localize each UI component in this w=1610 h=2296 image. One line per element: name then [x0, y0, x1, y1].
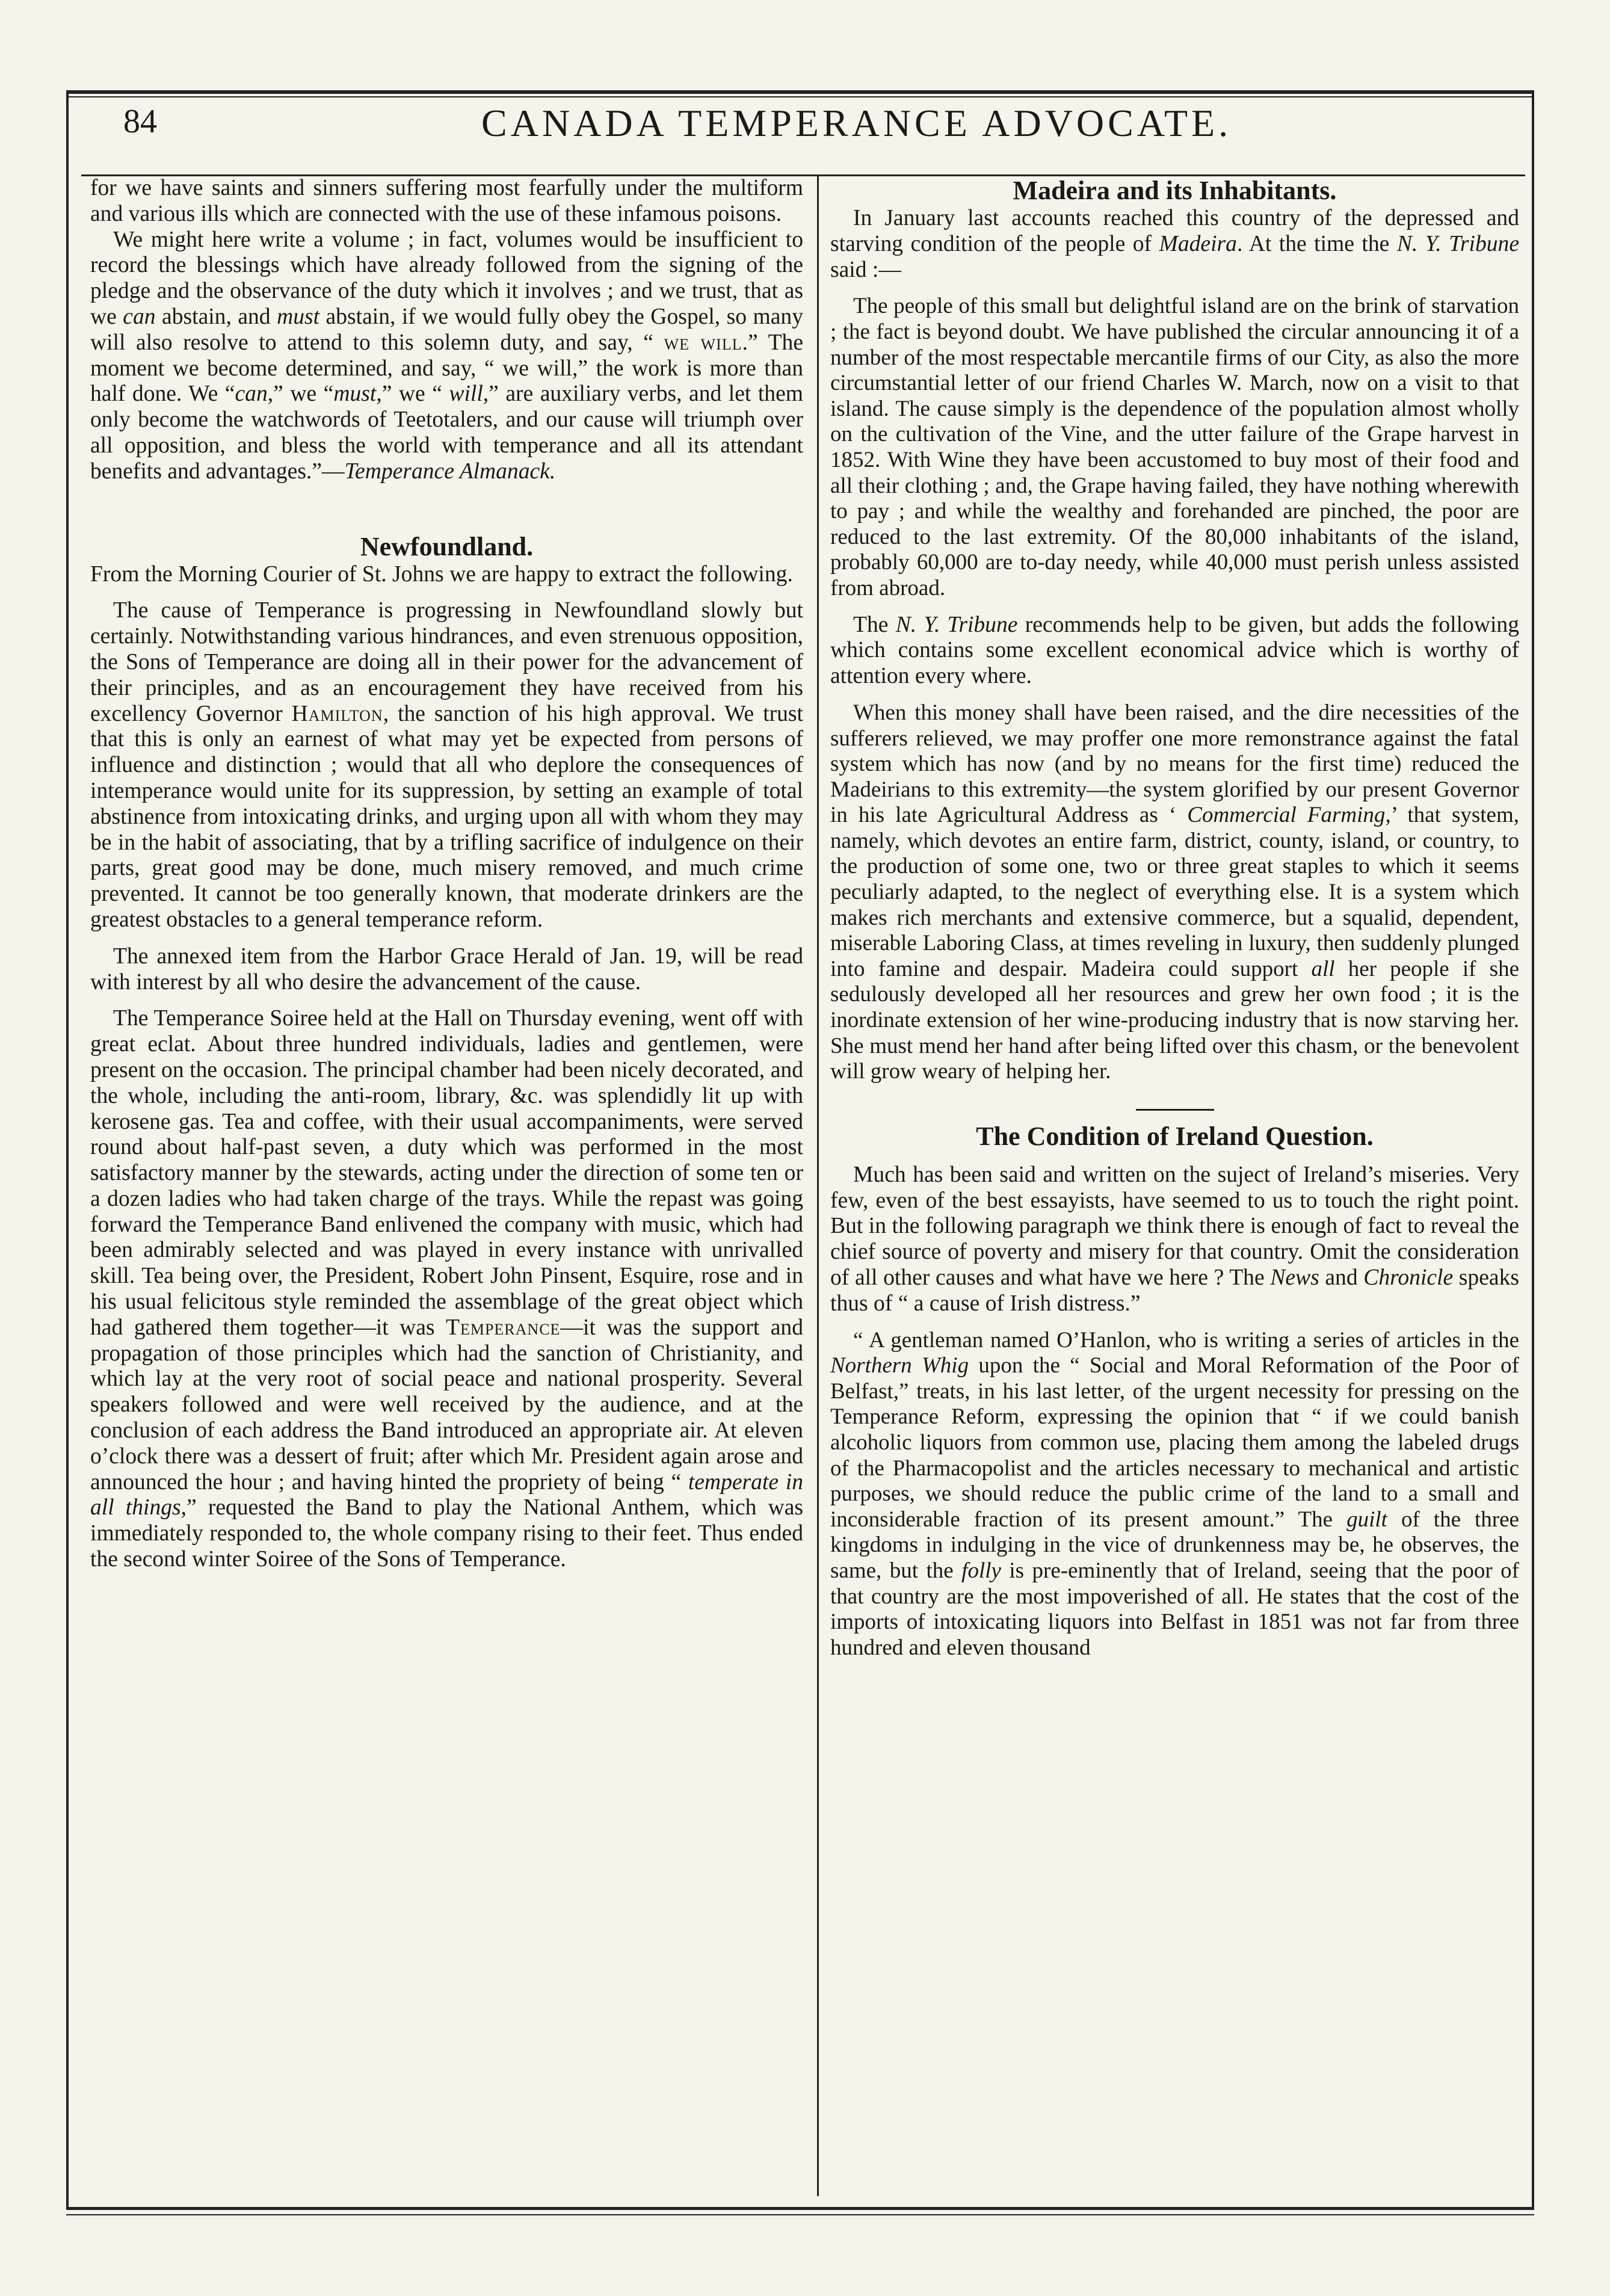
paragraph: The N. Y. Tribune recommends help to be given, but adds the following which contains some excellent economical advice which is worthy of attention every where. [830, 612, 1519, 689]
article-newfoundland [90, 532, 803, 1573]
page-border-top-inner [66, 96, 1534, 97]
section-rule [1136, 1109, 1214, 1111]
quoted-paragraph: “ A gentleman named O’Hanlon, who is writing a series of articles in the Northern Whig upon the “ Social and Moral Reformation of the Poor of Belfast,” treats, in his last letter, of the urgent necessity for pressing on the Temperance Reform, expressing the opinion that “ if we could banish alcoholic liquors from common use, placing them among the labeled drugs of the Pharmacopolist and the articles necessary to mechanical and artistic purposes, we should reduce the public crime of the land to a small and inconsiderable fraction of its present amount.” The guilt of the three kingdoms in indulging in the vice of drunkenness may be, he observes, the same, but the folly is pre-eminently that of Ireland, seeing that the poor of that country are the most impoverished of all. He states that the cost of the imports of intoxicating liquors into Belfast in 1851 was not far from three hundred and eleven thousand [830, 1327, 1520, 1660]
article-heading: Madeira and its Inhabitants. [1013, 176, 1337, 205]
article-madeira [830, 176, 1519, 1085]
page-number: 84 [123, 103, 157, 140]
quoted-paragraph: The people of this small but delightful island are on the brink of starvation ; the fact is beyond doubt. We have published the circular announcing it of a number of the most respectable mercantile firms of our City, as also the more circumstantial letter of our friend Charles W. March, now on a visit to that island. The cause simply is the dependence of the population almost wholly on the cultivation of the Vine, and the utter failure of the Grape harvest in 1852. With Wine they have been accustomed to buy most of their food and all their clothing ; and, the Grape having failed, they have nothing wherewith to pay ; and while the wealthy and forehanded are pinched, the poor are reduced to the last extremity. Of the 80,000 inhabitants of the island, probably 60,000 are to-day needy, while 40,000 must perish unless assisted from abroad. [830, 294, 1519, 600]
article-heading: The Condition of Ireland Question. [976, 1121, 1374, 1151]
right-column [830, 176, 1519, 1661]
source-citation: Temperance Almanack. [344, 458, 556, 484]
paragraph: The annexed item from the Harbor Grace Herald of Jan. 19, will be read with interest by all who desire the advancement of the cause. [90, 943, 803, 995]
paragraph: From the Morning Courier of St. Johns we are happy to extract the following. [90, 561, 793, 587]
quoted-paragraph: When this money shall have been raised, and the dire necessities of the sufferers relieved, we may proffer one more remonstrance against the fatal system which has now (and by no means for the first time) reduced the Madeirians to this extremity—the system glorified by our present Governor in his late Agricultural Address as ‘ Commercial Farming,’ that system, namely, which devotes an entire farm, district, county, island, or country, to the production of some one, two or three great staples to which it seems peculiarly adapted, to the neglect of everything else. It is a system which makes rich merchants and extensive commerce, but a squalid, dependent, miserable Laboring Class, at times reveling in luxury, then suddenly plunged into famine and despair. Madeira could support all her people if she sedulously developed all her resources and grew her own food ; it is the inordinate extension of her wine-producing industry that is now starving her. She must mend her hand after being lifted over this chasm, or the benevolent will grow weary of helping her. [830, 700, 1519, 1084]
left-column [90, 176, 803, 1573]
paragraph: for we have saints and sinners suffering most fearfully under the multiform and various ills which are connected with the use of these infamous poisons. [90, 176, 803, 226]
page-border-left [66, 90, 69, 2208]
paragraph: Much has been said and written on the suject of Ireland’s miseries. Very few, even of the best essayists, have seemed to us to touch the right point. But in the following paragraph we think there is enough of fact to reveal the chief source of poverty and misery for that country. Omit the consideration of all other causes and what have we here ? The News and Chronicle speaks thus of “ a cause of Irish distress.” [830, 1162, 1519, 1316]
page-border-right [1532, 90, 1534, 2208]
column-divider [817, 174, 819, 2196]
paragraph: We might here write a volume ; in fact, volumes would be insufficient to record the blessings which have already followed from the signing of the pledge and the observance of the duty which it involves ; and we trust, that as we can abstain, and must abstain, if we would fully obey the Gospel, so many will also resolve to attend to this solemn duty, and say, “ we will.” The moment we become determined, and say, “ we will,” the work is more than half done. We “can,” we “must,” we “ will,” are auxiliary verbs, and let them only become the watchwords of Teetotalers, and our cause will triumph over all opposition, and bless the world with temperance and all its attendant benefits and advantages.”—Temperance Almanack. [90, 227, 804, 484]
article-heading: Newfoundland. [360, 531, 534, 561]
running-title: CANADA TEMPERANCE ADVOCATE. [481, 102, 1232, 144]
paragraph: The Temperance Soiree held at the Hall on Thursday evening, went off with great eclat. About three hundred individuals, ladies and gentlemen, were present on the occasion. The principal chamber had been nicely decorated, and the whole, including the anti-room, library, &c. was splendidly lit up with kerosene gas. Tea and coffee, with their usual accompaniments, were served round about half-past seven, a duty which was performed in the most satisfactory manner by the stewards, acting under the direction of some ten or a dozen ladies who had taken charge of the trays. While the repast was going forward the Temperance Band enlivened the company with music, which had been admirably selected and was played in every instance with unrivalled skill. Tea being over, the President, Robert John Pinsent, Esquire, rose and in his usual felicitous style reminded the assemblage of the great object which had gathered them together—it was Temperance—it was the support and propagation of those principles which had the sanction of Christianity, and which lay at the very root of social peace and national prosperity. Several speakers followed and were well received by the audience, and at the conclusion of each address the Band introduced an appropriate air. At eleven o’clock there was a dessert of fruit; after which Mr. President again arose and announced the hour ; and having hinted the propriety of being “ temperate in all things,” requested the Band to play the National Anthem, which was immediately responded to, the whole company rising to their feet. Thus ended the second winter Soiree of the Sons of Temperance. [90, 1006, 804, 1572]
page-border-bottom-inner [66, 2214, 1534, 2215]
page-border-top [66, 90, 1534, 94]
paragraph: In January last accounts reached this country of the depressed and starving condition of the people of Madeira. At the time the N. Y. Tribune said :— [830, 206, 1520, 282]
article-ireland [830, 1122, 1519, 1661]
page-border-bottom [66, 2207, 1534, 2210]
paragraph: The cause of Temperance is progressing in Newfoundland slowly but certainly. Notwithstanding various hindrances, and even strenuous opposition, the Sons of Temperance are doing all in their power for the advancement of their principles, and as an encouragement they have received from his excellency Governor Hamilton, the sanction of his high approval. We trust that this is only an earnest of what may yet be expected from persons of influence and distinction ; would that all who deplore the consequences of intemperance would unite for its suppression, by setting an example of total abstinence from intoxicating drinks, and urging upon all with whom they may be in the habit of associating, that by a trifling sacrifice of indulgence on their parts, great good may be done, much misery removed, and much crime prevented. It cannot be too generally known, that moderate drinkers are the greatest obstacles to a general temperance reform. [90, 598, 803, 932]
